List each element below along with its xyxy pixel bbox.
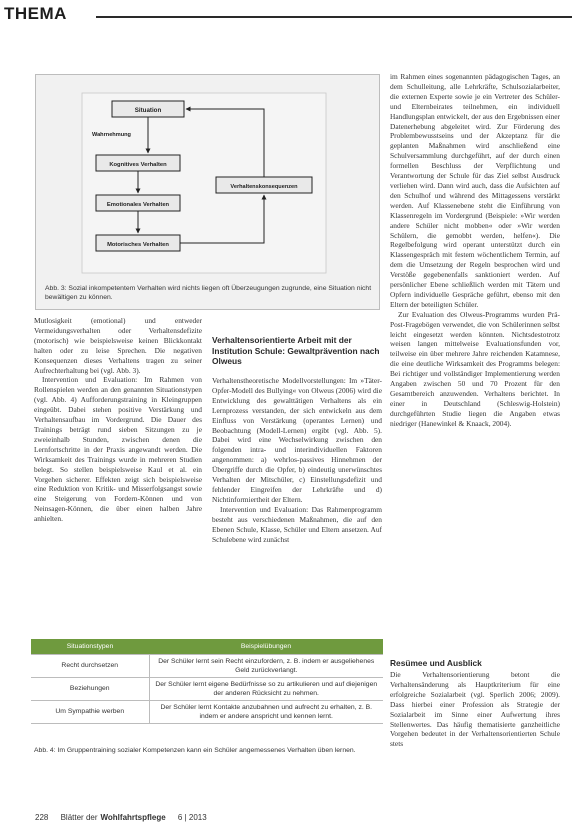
node-konsequenzen-label: Verhaltenskonsequenzen <box>230 184 298 190</box>
table-row <box>31 677 383 700</box>
figure-3-diagram <box>36 75 381 311</box>
table-header-row <box>31 639 383 654</box>
magazine-name <box>61 813 166 822</box>
label-wahrnehmung: Wahrnehmung <box>92 132 131 138</box>
table-cell-example: Der Schüler lernt sein Recht einzufordern, z. B. indem er ausgeliehenes Geld zurückverlangt. <box>149 654 383 677</box>
figure-3-caption: Abb. 3: Sozial inkompetentem Verhalten wird nichts liegen oft Überzeugungen zugrunde, eine Situation nicht bewältigen zu können. <box>45 285 372 301</box>
table-cell-example: Der Schüler lernt eigene Bedürfnisse so zu artikulieren und auf diejenigen der anderen Rücksicht zu nehmen. <box>149 677 383 700</box>
magazine-bold: Wohlfahrtspflege <box>100 813 166 822</box>
paragraph: Verhaltenstheoretische Modellvorstellungen: Im »Täter-Opfer-Modell des Bullying« von Olweus (2006) wird die Entwicklung des gewalttätigen Verhaltens als ein Lernprozess verstanden, der sich entwickeln aus dem Einfluss von Verstärkung (operantes Lernen) und Beobachtung (Modell-Lernen) ergibt (vgl. Abb. 5). Dabei wird eine Wechselwirkung zwischen den folgenden intra- und interindividuellen Faktoren angenommen: a) wehrlos-passives Hinnehmen der Übergriffe durch die Opfer, b) eindeutig unerwünschtes Verhalten der Mitschüler, c) Einstellungsdefizit und fehlender Eingreifen der Lehrkräfte und d) Nichtinformiertheit der Eltern. <box>212 376 382 504</box>
right-column-resuemee <box>390 670 560 749</box>
table-row <box>31 654 383 677</box>
middle-column <box>212 376 382 544</box>
node-motorisch-label: Motorisches Verhalten <box>107 242 169 248</box>
table-header-beispieluebungen: Beispielübungen <box>149 639 383 654</box>
node-kognitiv-label: Kognitives Verhalten <box>109 162 167 168</box>
table-row <box>31 700 383 723</box>
page-footer <box>35 813 217 822</box>
table-header-situationstypen: Situationstypen <box>31 639 149 654</box>
paragraph: Zur Evaluation des Olweus-Programms wurden Prä-Post-Fragebögen verwendet, die von Schülerinnen selbst leicht eingesetzt werden könnten. Nichtsdestotrotz weisen langen mittelweise Evaluationsfunden vor, teilweise ein über mehrere Jahre reichenden Katamnese, die eine deutliche Wirksamkeit des Programms belegen: Bei richtiger und vollständiger Implementierung werden Angaben zwischen 50 und 70 Prozent für den Gesamtbereich anzuwenden. Verhaltens berichtet. In einer in Deutschland (Schleswig-Holstein) durchgeführten Studie liegen die Angaben etwas niedriger (Hanewinkel & Knaack, 2004). <box>390 309 560 428</box>
left-column <box>34 316 202 524</box>
node-situation-label: Situation <box>134 107 162 114</box>
page-number: 228 <box>35 813 49 822</box>
node-emotional-label: Emotionales Verhalten <box>106 202 170 208</box>
paragraph: Die Verhaltensorientierung betont die Verhaltensänderung als Hauptkriterium für eine erfolgreiche Sozialarbeit (vgl. Sperlich 2006; 2009). Dass hierbei einer Profession als Strategie der Sozialarbeit im Sinne einer Aufwertung ihres Stellenwertes. Das häufig thematisierte ganzheitliche Vorgehen bedeutet in der Verhaltensorientierten Schule stets <box>390 670 560 749</box>
paragraph: Intervention und Evaluation: Im Rahmen von Rollenspielen werden an den genannten Situationstypen (vgl. Abb. 4) Aufforderungstraining in Kleingruppen eingeübt. Dabei stehen positive Verstärkung und Verhaltensaufbau im Vordergrund. Die Dauer des Trainings beträgt rund sieben Sitzungen zu je zweieinhalb Stunden, zwischen denen die Lernfortschritte in der Praxis angewandt werden. Die Wirksamkeit des Trainings wurde in mehreren Studien belegt. So stellen beispielsweise Kaul et al. ein Vorgehen sicherer. Effekten zeigt sich beispielsweise eine Reduktion von Kritik- und Misserfolgsangst sowie eine Steigerung von Fordern-Können und von Neinsagen-Können, die über einen halben Jahre anhielten. <box>34 375 202 524</box>
situation-types-table <box>31 639 383 724</box>
paragraph: Mutlosigkeit (emotional) und entweder Vermeidungsverhalten oder Verhaltensdefizite (motorisch) wie beispielsweise keinen Blickkontakt halten oder zu leise Sprechen. Die negativen Konsequenzen dieses Verhaltens tragen zu seiner Aufrechterhaltung bei (vgl. Abb. 3). <box>34 316 202 375</box>
right-column <box>390 72 560 429</box>
table-cell-type: Recht durchsetzen <box>31 654 149 677</box>
table-cell-example: Der Schüler lernt Kontakte anzubahnen und aufrecht zu erhalten, z. B. indem er andere anspricht und kennen lernt. <box>149 700 383 723</box>
section-title: THEMA <box>4 4 67 23</box>
section-heading-olweus: Verhaltensorientierte Arbeit mit der Institution Schule: Gewaltprävention nach Olweus <box>212 335 380 367</box>
table-cell-type: Beziehungen <box>31 677 149 700</box>
magazine-prefix: Blätter der <box>60 813 98 822</box>
paragraph: im Rahmen eines sogenannten pädagogischen Tages, an dem Schulleitung, alle Lehrkräfte, Schulsozialarbeiter, die externen Experte sowie je ein Vertreter des Schüler- und Elternbeirates teilnehmen, ein individuell Handlungsplan entwickelt, der aus den Ergebnissen einer Datenerhebung abgeleitet wird. Zur Förderung des Problembewusstseins und der Akzeptanz für die geplanten Maßnahmen wird anschließend eine Schulversammlung durchgeführt, auf der durch einen formellen Beschluss der Verpflichtung und Verantwortung der Schule für das Ziel selbst Ausdruck verliehen wird. Dann wird auch, dass die Aufsichten auf den Schulhof und während des Mittagessens verstärkt werden. Auf Klassenebene steht die Einführung von Klassenregeln im Vordergrund (Beispiele: »Wir werden andere Schüler nicht mobben« oder »Wir werden Schülern, die gemobbt werden, helfen«). Die Regelbefolgung wird operant unterstützt durch ein Klassengespräch mit festem wöchentlichem Termin, auf dem die Umsetzung der Regeln besprochen wird und Verstöße gegebenenfalls sanktioniert werden. Auf persönlicher Ebene schließlich werden mit Tätern und Opfern individuelle Gespräche geführt, ebenso mit den Eltern der beteiligten Schüler. <box>390 72 560 309</box>
section-heading-resuemee: Resümee und Ausblick <box>390 658 482 668</box>
table-cell-type: Um Sympathie werben <box>31 700 149 723</box>
header-rule <box>96 16 572 18</box>
table-caption: Abb. 4: Im Gruppentraining sozialer Kompetenzen kann ein Schüler angemessenes Verhalten üben lernen. <box>34 747 356 754</box>
paragraph: Intervention und Evaluation: Das Rahmenprogramm besteht aus verschiedenen Maßnahmen, die auf den Ebenen Schule, Klasse, Schüler und Eltern ansetzen. Auf Schulebene wird zunächst <box>212 504 382 544</box>
issue-number: 6 | 2013 <box>177 813 207 822</box>
figure-3 <box>35 74 380 310</box>
